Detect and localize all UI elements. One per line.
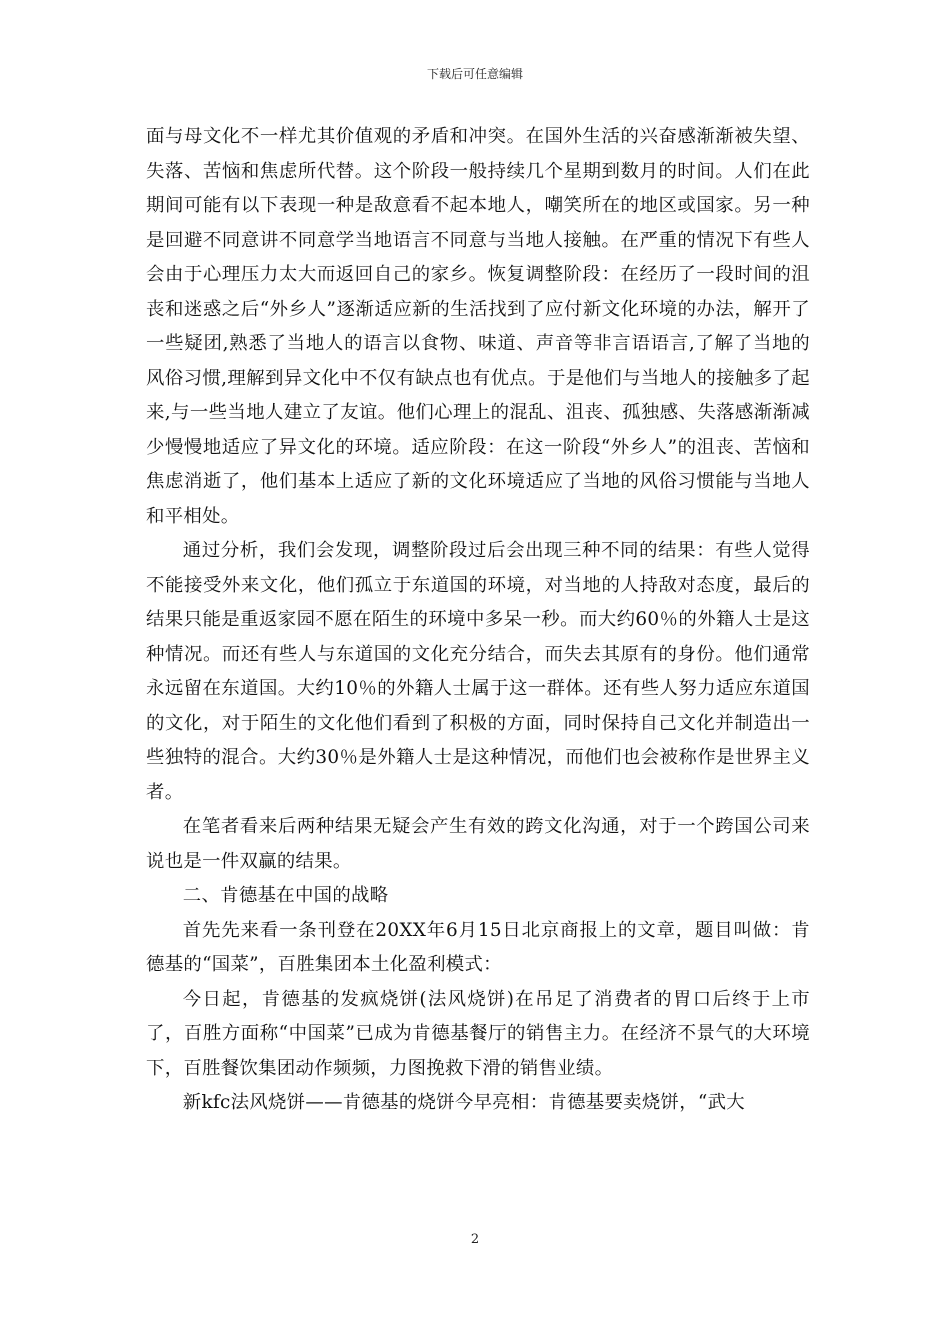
paragraph-6: 新kfc法风烧饼——肯德基的烧饼今早亮相：肯德基要卖烧饼，“武大	[182, 1092, 745, 1113]
page-header: 下载后可任意编辑	[426, 67, 523, 81]
paragraph-1: 面与母文化不一样尤其价值观的矛盾和冲突。在国外生活的兴奋感渐渐被失望、失落、苦恼和焦虑所代替。这个阶段一般持续几个星期到数月的时间。人们在此期间可能有以下表现一种是敌意看不起本地人，嘲笑所在的地区或国家。另一种是回避不同意讲不同意学当地语言不同意与当地人接触。在严重的情况下有些人会由于心理压力太大而返回自己的家乡。恢复调整阶段：在经历了一段时间的沮丧和迷惑之后“外乡人”逐渐适应新的生活找到了应付新文化环境的办法，解开了一些疑团,熟悉了当地人的语言以食物、味道、声音等非言语语言,了解了当地的风俗习惯,理解到异文化中不仅有缺点也有优点。于是他们与当地人的接触多了起来,与一些当地人建立了友谊。他们心理上的混乱、沮丧、孤独感、失落感渐渐减少慢慢地适应了异文化的环境。适应阶段：在这一阶段“外乡人”的沮丧、苦恼和焦虑消逝了，他们基本上适应了新的文化环境适应了当地的风俗习惯能与当地人和平相处。	[146, 126, 810, 527]
paragraph-4: 首先先来看一条刊登在20XX年6月15日北京商报上的文章，题目叫做：肯德基的“国菜”，百胜集团本土化盈利模式：	[146, 919, 810, 975]
page-number: 2	[470, 1232, 480, 1247]
paragraph-5: 今日起，肯德基的发疯烧饼(法风烧饼)在吊足了消费者的胃口后终于上市了，百胜方面称“中国菜”已成为肯德基餐厅的销售主力。在经济不景气的大环境下，百胜餐饮集团动作频频，力图挽救下滑的销售业绩。	[146, 988, 810, 1079]
document-body	[146, 120, 810, 1121]
paragraph-2: 通过分析，我们会发现，调整阶段过后会出现三种不同的结果：有些人觉得不能接受外来文化，他们孤立于东道国的环境，对当地的人持敌对态度，最后的结果只能是重返家园不愿在陌生的环境中多呆一秒。而大约60％的外籍人士是这种情况。而还有些人与东道国的文化充分结合，而失去其原有的身份。他们通常永远留在东道国。大约10％的外籍人士属于这一群体。还有些人努力适应东道国的文化，对于陌生的文化他们看到了积极的方面，同时保持自己文化并制造出一些独特的混合。大约30％是外籍人士是这种情况，而他们也会被称作是世界主义者。	[146, 540, 810, 803]
section-heading: 二、肯德基在中国的战略	[182, 885, 389, 906]
paragraph-3: 在笔者看来后两种结果无疑会产生有效的跨文化沟通，对于一个跨国公司来说也是一件双赢的结果。	[146, 816, 810, 872]
